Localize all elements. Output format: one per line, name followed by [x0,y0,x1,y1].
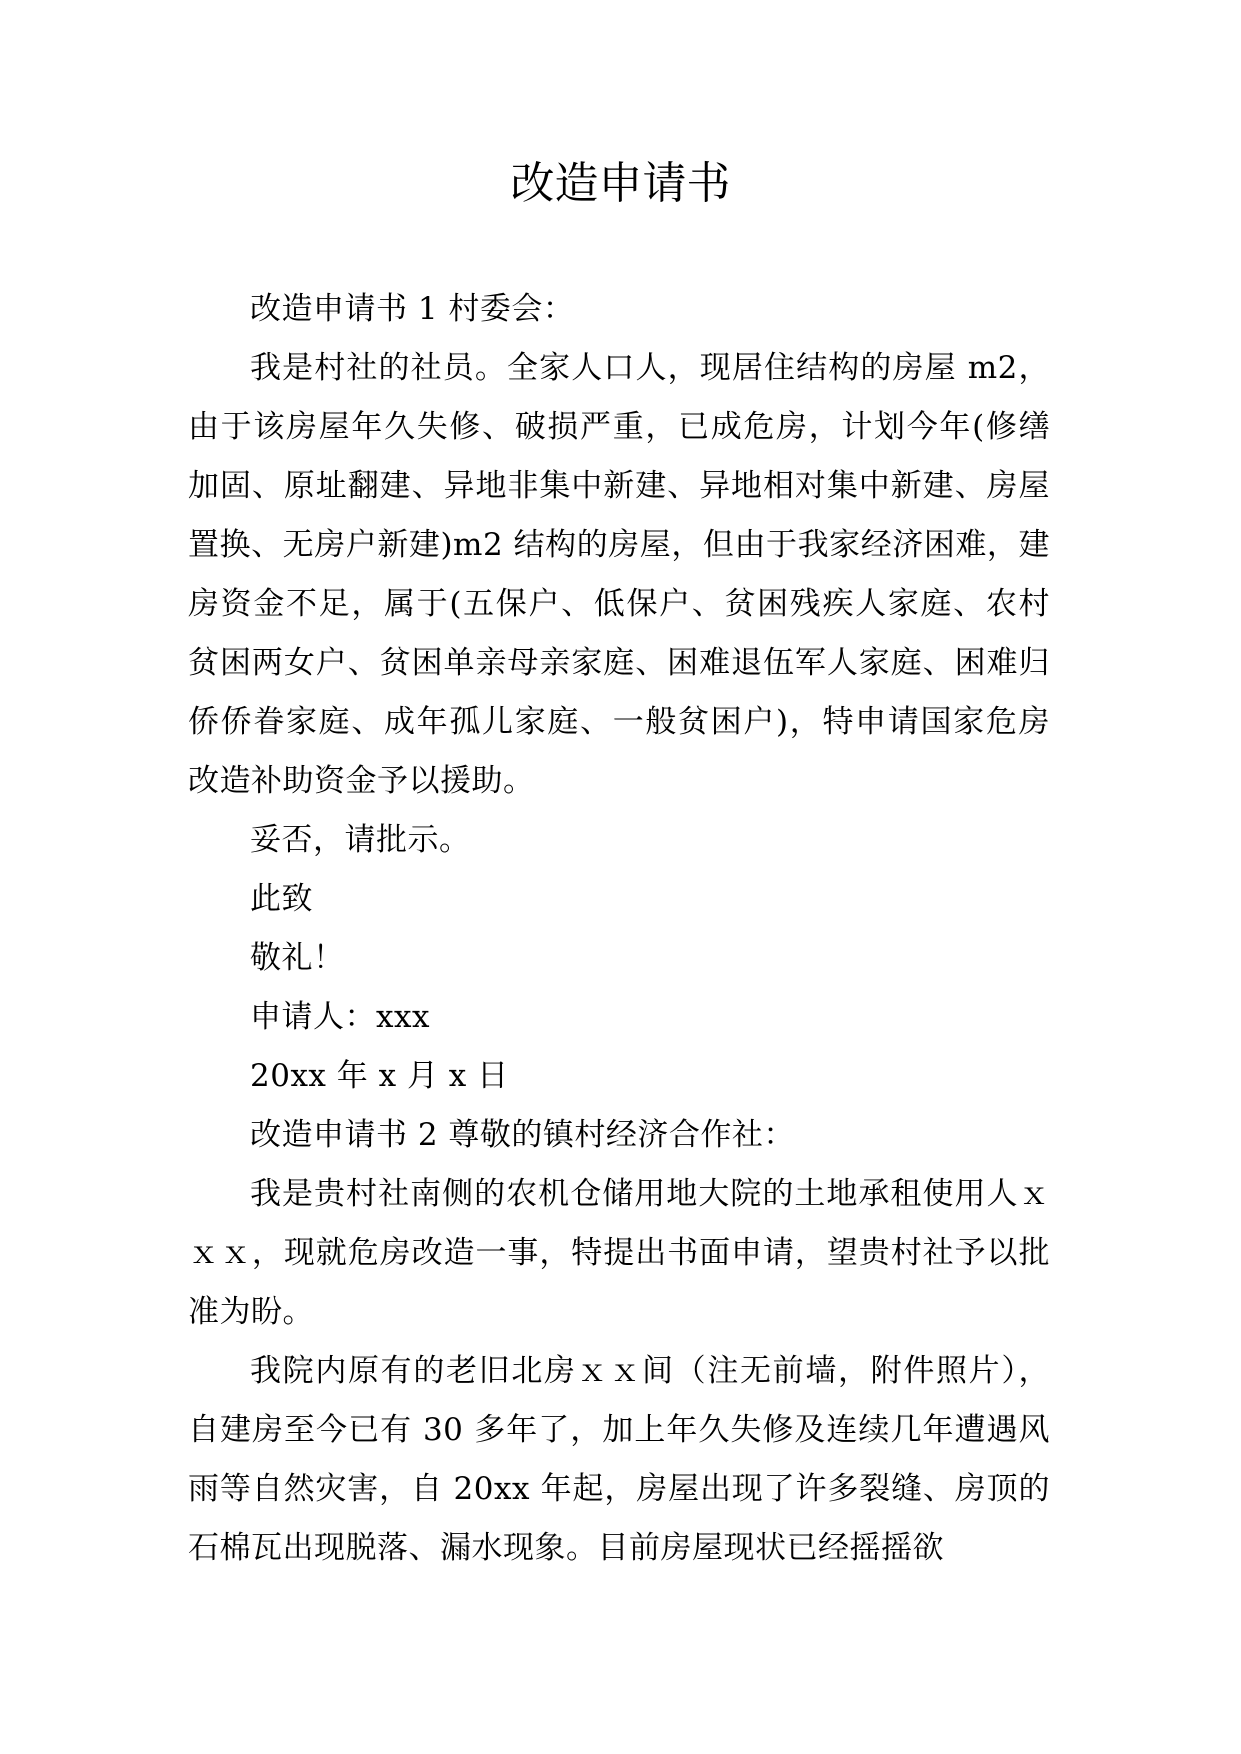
paragraph-letter1-body: 我是村社的社员。全家人口人，现居住结构的房屋 m2，由于该房屋年久失修、破损严重，已成危房，计划今年(修缮加固、原址翻建、异地非集中新建、异地相对集中新建、房屋置换、无房户新建)m2 结构的房屋，但由于我家经济困难，建房资金不足，属于(五保户、低保户、贫困残疾人家庭、农村贫困两女户、贫困单亲母亲家庭、困难退伍军人家庭、困难归侨侨眷家庭、成年孤儿家庭、一般贫困户)，特申请国家危房改造补助资金予以援助。 [188,350,1050,799]
paragraph-request-approval: 妥否，请批示。 [250,822,471,858]
paragraph-closing-2: 敬礼！ [250,940,345,976]
paragraph-date: 20xx 年 x 月 x 日 [250,1058,509,1094]
paragraph-letter2-intro: 我是贵村社南侧的农机仓储用地大院的土地承租使用人ｘｘｘ，现就危房改造一事，特提出书面申请，望贵村社予以批准为盼。 [188,1176,1050,1330]
document-body [188,280,1050,1578]
paragraph-closing-1: 此致 [250,881,313,917]
paragraph-applicant: 申请人：xxx [250,999,430,1035]
page-title: 改造申请书 [510,158,731,209]
paragraph-letter1-salutation: 改造申请书 1 村委会： [250,291,575,327]
paragraph-letter2-body: 我院内原有的老旧北房ｘｘ间（注无前墙，附件照片），自建房至今已有 30 多年了，加上年久失修及连续几年遭遇风雨等自然灾害，自 20xx 年起，房屋出现了许多裂缝、房顶的石棉瓦出现脱落、漏水现象。目前房屋现状已经摇摇欲 [188,1353,1050,1566]
paragraph-letter2-salutation: 改造申请书 2 尊敬的镇村经济合作社： [250,1117,795,1153]
